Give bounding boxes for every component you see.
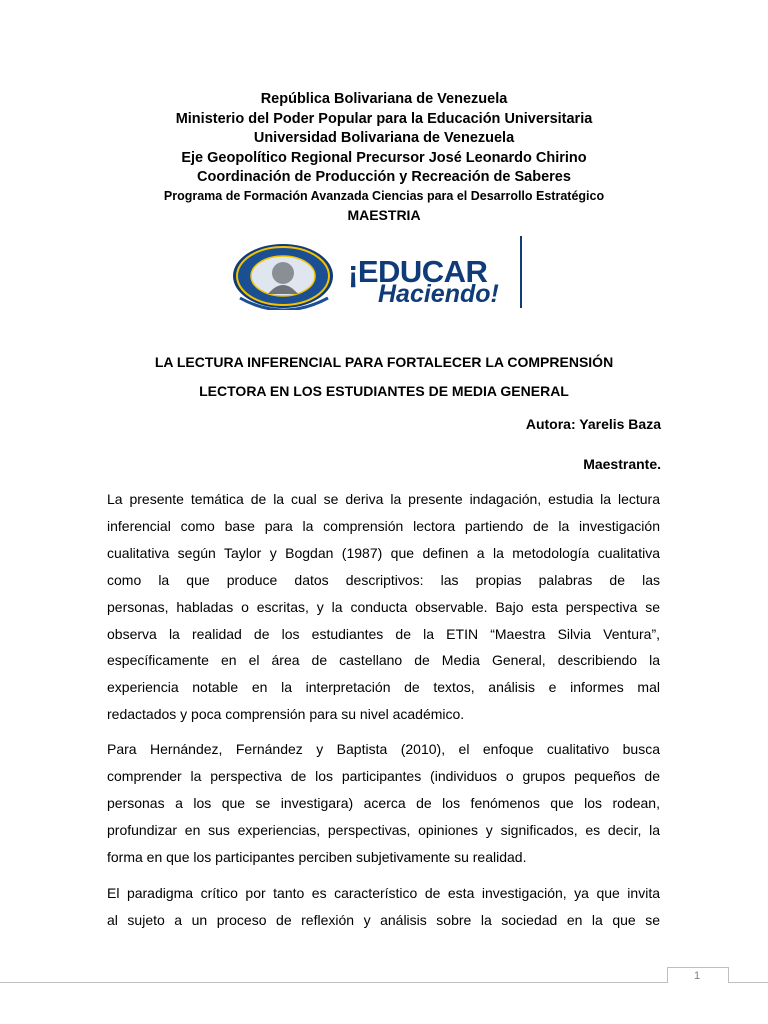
brand-divider	[520, 236, 522, 308]
paragraph-1	[107, 486, 660, 728]
header-program: Programa de Formación Avanzada Ciencias para el Desarrollo Estratégico	[163, 188, 605, 203]
paragraph-line: inferencial como base para la comprensión lectora partiendo de la investigación	[107, 517, 660, 534]
paragraph-line: específicamente en el área de castellano de Media General, describiendo la	[107, 652, 660, 669]
title-line-1: LA LECTURA INFERENCIAL PARA FORTALECER LA COMPRENSIÓN	[154, 354, 614, 370]
educar-brand	[348, 254, 518, 310]
university-seal-icon	[232, 240, 338, 310]
paragraph-line: comprender la perspectiva de los participantes (individuos o grupos pequeños de	[107, 767, 660, 784]
brand-sub-text: Haciendo!	[378, 280, 499, 308]
paragraph-line: personas, habladas o escritas, y la conducta observable. Bajo esta perspectiva se	[107, 598, 660, 615]
header-axis: Eje Geopolítico Regional Precursor José Leonardo Chirino	[181, 149, 587, 166]
logos-banner	[232, 236, 532, 312]
author-role: Maestrante.	[583, 456, 661, 472]
header-degree: MAESTRIA	[347, 206, 421, 223]
paragraph-line: al sujeto a un proceso de reflexión y análisis sobre la sociedad en la que se	[107, 911, 660, 928]
header-university: Universidad Bolivariana de Venezuela	[253, 130, 515, 146]
brand-main-text: ¡EDUCAR	[348, 254, 488, 289]
page-number: 1	[693, 970, 701, 982]
paragraph-line: cualitativa según Taylor y Bogdan (1987) que definen a la metodología cualitativa	[107, 544, 660, 561]
paragraph-line: redactados y poca comprensión para su nivel académico.	[107, 706, 465, 723]
paragraph-line: Para Hernández, Fernández y Baptista (2010), el enfoque cualitativo busca	[107, 741, 660, 757]
paragraph-3	[107, 880, 660, 934]
paragraph-line: como la que produce datos descriptivos: las propias palabras de las	[107, 571, 660, 588]
document-header	[100, 90, 668, 225]
header-ministry: Ministerio del Poder Popular para la Educación Universitaria	[175, 110, 593, 127]
paragraph-line: experiencia notable en la interpretación de textos, análisis e informes mal	[107, 679, 660, 696]
paragraph-line: profundizar en sus experiencias, perspectivas, opiniones y significados, es decir, la	[107, 821, 660, 838]
paragraph-line: La presente temática de la cual se deriva la presente indagación, estudia la lectura	[107, 491, 660, 507]
paragraph-2	[107, 736, 660, 871]
document-title	[100, 348, 668, 406]
paragraph-line: forma en que los participantes perciben subjetivamente su realidad.	[107, 848, 527, 865]
author-line: Autora: Yarelis Baza	[525, 416, 661, 432]
paragraph-line: El paradigma crítico por tanto es característico de esta investigación, ya que invita	[107, 885, 660, 901]
paragraph-line: observa la realidad de los estudiantes de la ETIN “Maestra Silvia Ventura”,	[107, 625, 660, 642]
title-line-2: LECTORA EN LOS ESTUDIANTES DE MEDIA GENERAL	[199, 383, 569, 399]
header-coordination: Coordinación de Producción y Recreación de Saberes	[197, 169, 571, 185]
header-country: República Bolivariana de Venezuela	[260, 91, 508, 107]
footer-rule	[0, 982, 768, 983]
paragraph-line: personas a los que se investigara) acerca de los fenómenos que los rodean,	[107, 794, 660, 811]
